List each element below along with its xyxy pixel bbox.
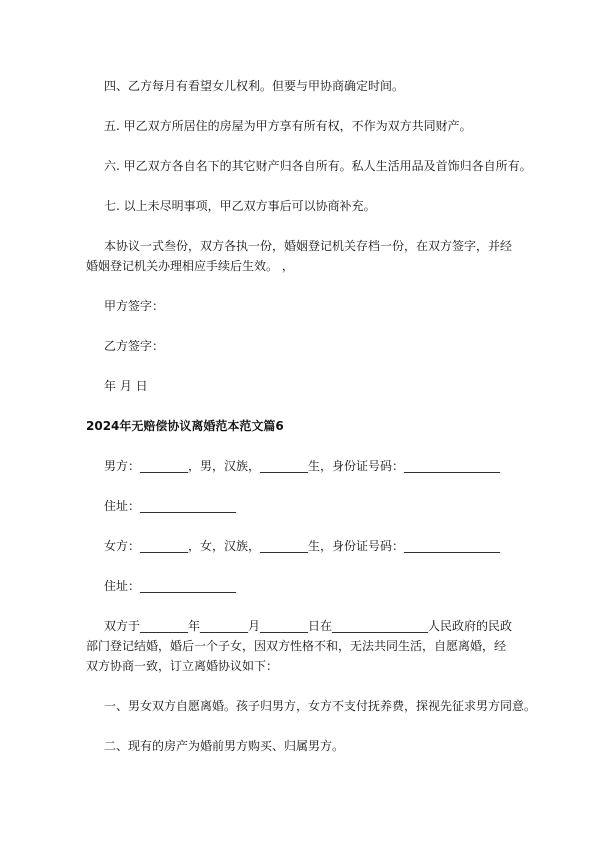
intro-paragraph: 双方于________年________月________日在________________人民政府的民政部门登记结婚，婚后一个子女，因双方性格不和，无法共同生活，自愿离婚，经双方协商一致，订立离婚协议如下： (86, 619, 513, 673)
female-info: 女方：________，女，汉族，________生，身份证号码：________________ (104, 539, 501, 553)
date-line: 年 月 日 (104, 379, 148, 393)
clause-1: 一、男女双方自愿离婚。孩子归男方，女方不支付抚养费，探视先征求男方同意。 (104, 699, 537, 713)
section-title: 2024年无赔偿协议离婚范本范文篇6 (86, 419, 284, 433)
male-address: 住址：________________ (104, 499, 237, 513)
item-6: 六. 甲乙双方各自名下的其它财产归各自所有。私人生活用品及首饰归各自所有。 (104, 159, 532, 173)
item-7: 七. 以上未尽明事项，甲乙双方事后可以协商补充。 (104, 199, 376, 213)
female-address: 住址：________________ (104, 579, 237, 593)
party-a-signature: 甲方签字： (104, 299, 165, 313)
party-b-signature: 乙方签字： (104, 339, 165, 353)
male-info: 男方：________，男，汉族，________生，身份证号码：________________ (104, 459, 501, 473)
clause-2: 二、现有的房产为婚前男方购买、归属男方。 (104, 739, 345, 753)
item-5: 五. 甲乙双方所居住的房屋为甲方享有所有权，不作为双方共同财产。 (104, 119, 472, 133)
item-4: 四、乙方每月有看望女儿权利。但要与甲协商确定时间。 (104, 79, 405, 93)
agreement-paragraph: 本协议一式叁份，双方各执一份，婚姻登记机关存档一份，在双方签字，并经婚姻登记机关办理相应手续后生效。 ， (86, 239, 513, 273)
